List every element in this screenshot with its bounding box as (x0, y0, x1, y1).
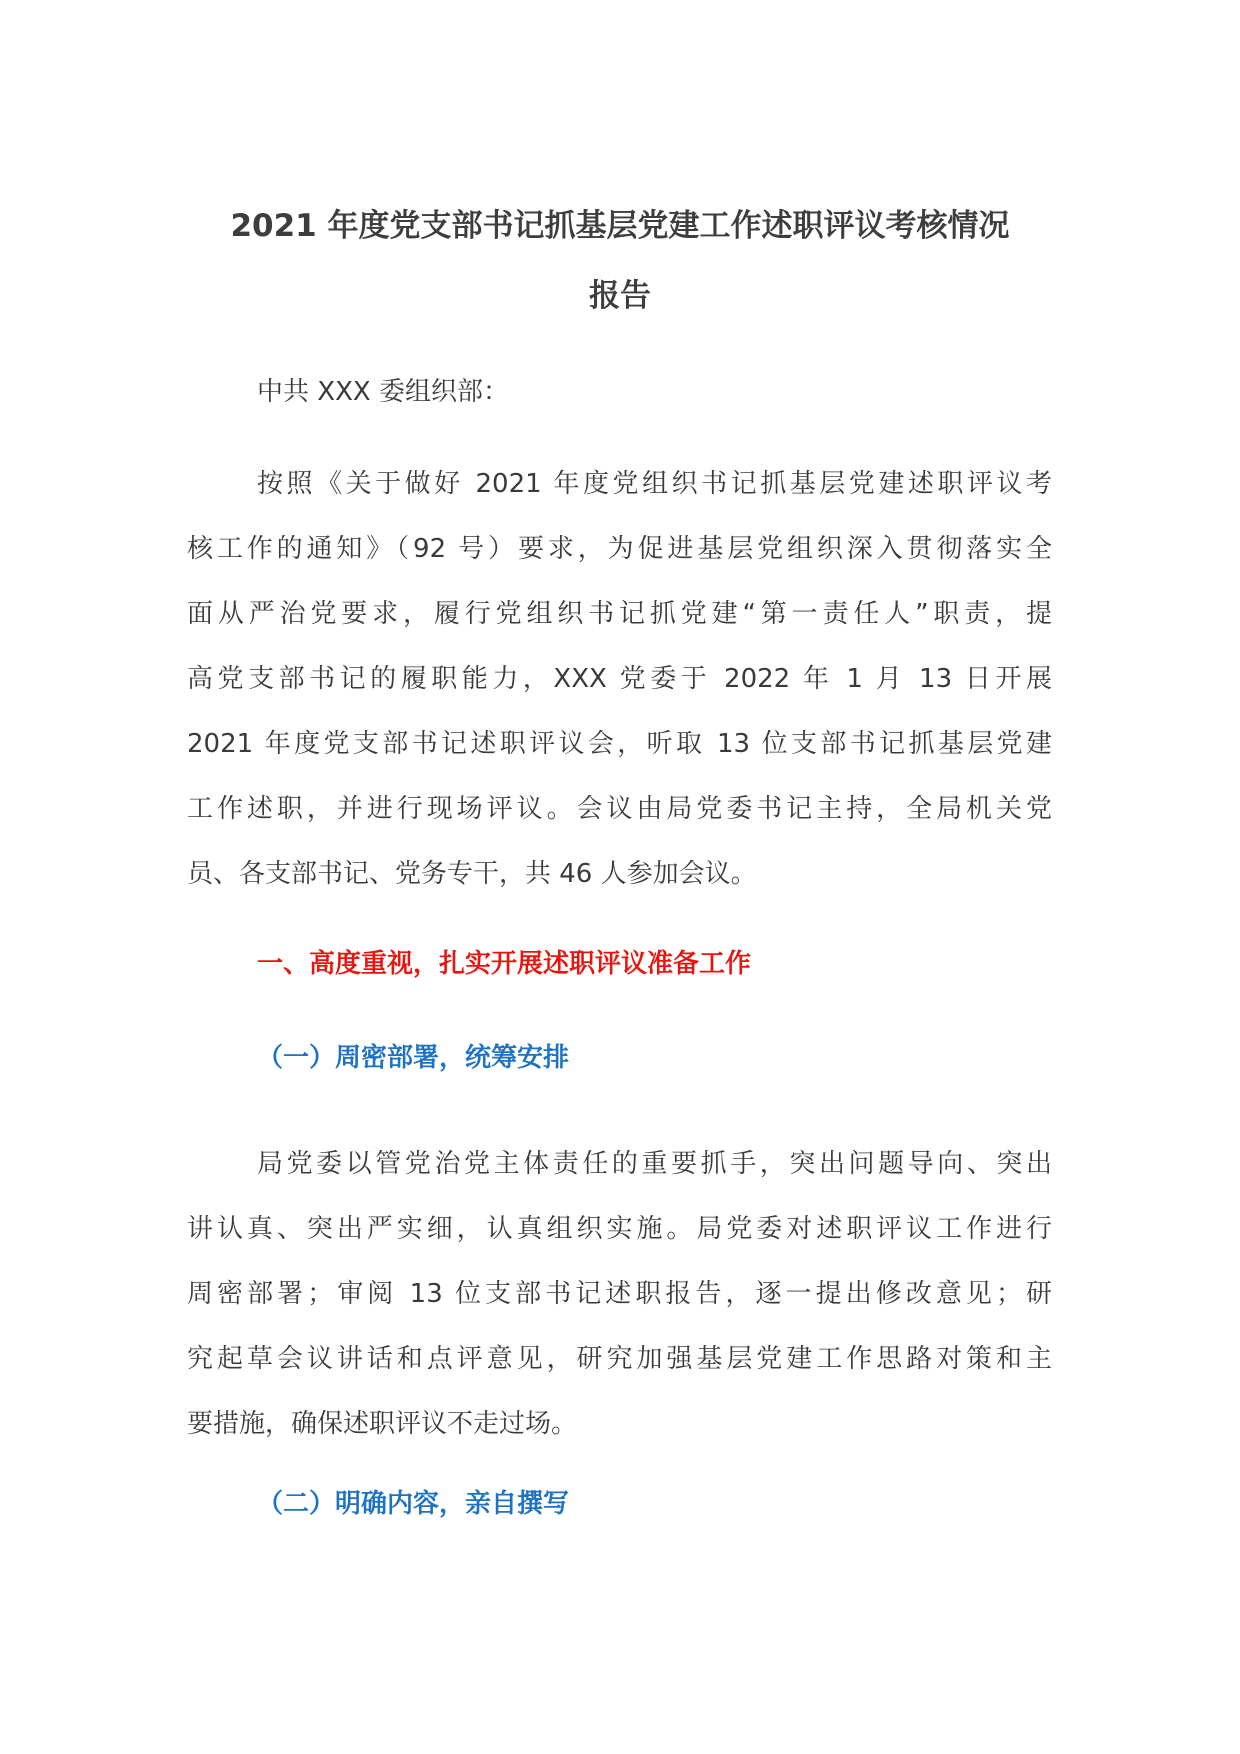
paragraph-intro (187, 452, 1052, 907)
paragraph-line: 究起草会议讲话和点评意见，研究加强基层党建工作思路对策和主 (187, 1344, 1052, 1374)
paragraph-line: 按照《关于做好 2021 年度党组织书记抓基层党建述职评议考 (257, 469, 1052, 499)
subsection-heading-1: （一）周密部署，统筹安排 (257, 1043, 570, 1073)
document-title-line-1: 2021 年度党支部书记抓基层党建工作述职评议考核情况 (230, 208, 1010, 244)
paragraph-line: 周密部署；审阅 13 位支部书记述职报告，逐一提出修改意见；研 (187, 1279, 1052, 1309)
salutation: 中共 XXX 委组织部： (257, 377, 509, 407)
subsection-heading-2: （二）明确内容，亲自撰写 (257, 1489, 570, 1519)
document-title-line-2: 报告 (589, 278, 651, 314)
paragraph-line: 员、各支部书记、党务专干，共 46 人参加会议。 (187, 859, 757, 889)
paragraph-line: 高党支部书记的履职能力，XXX 党委于 2022 年 1 月 13 日开展 (187, 664, 1052, 694)
paragraph-line: 局党委以管党治党主体责任的重要抓手，突出问题导向、突出 (257, 1149, 1052, 1179)
section-heading-1: 一、高度重视，扎实开展述职评议准备工作 (257, 949, 752, 979)
paragraph-line: 讲认真、突出严实细，认真组织实施。局党委对述职评议工作进行 (187, 1214, 1052, 1244)
paragraph-line: 核工作的通知》（92 号）要求，为促进基层党组织深入贯彻落实全 (187, 534, 1052, 564)
paragraph-deployment (187, 1132, 1052, 1457)
paragraph-line: 面从严治党要求，履行党组织书记抓党建“第一责任人”职责，提 (187, 599, 1052, 629)
paragraph-line: 2021 年度党支部书记述职评议会，听取 13 位支部书记抓基层党建 (187, 729, 1052, 759)
paragraph-line: 工作述职，并进行现场评议。会议由局党委书记主持，全局机关党 (187, 794, 1052, 824)
paragraph-line: 要措施，确保述职评议不走过场。 (187, 1409, 578, 1439)
